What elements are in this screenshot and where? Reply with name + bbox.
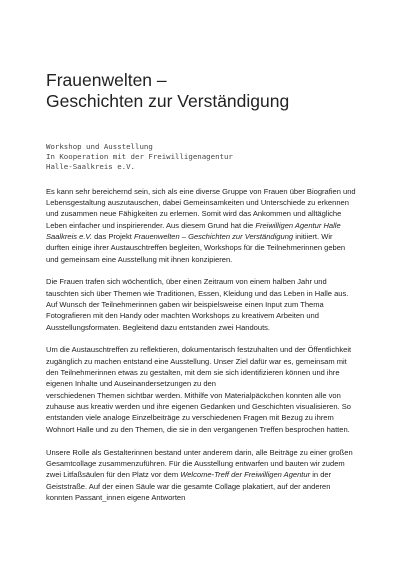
paragraph-1 [46,186,358,265]
text-run: Es kann sehr bereichernd sein, sich als eine diverse Gruppe von Frauen über Biografien und Lebensgestaltung auszutauschen, dabei Gemeinsamkeiten und Unterschiede zu erkennen und zusammen neue Fähigkeiten zu erlernen. Somit wird das Ankommen und alltägliche Leben einfacher und inspirierender. Aus diesem Grund hat die [46,186,356,230]
text-run: Unsere Rolle als Gestalterinnen bestand unter anderem darin, alle Beiträge zu einer großen Gesamtcollage zusammenzuführen. Für die Ausstellung entwarfen und bauten wir zudem zwei Litfaßsäulen für den Platz vor dem [46,447,353,480]
subtitle-line: Workshop und Ausstellung [46,142,153,151]
paragraph-2: Die Frauen trafen sich wöchentlich, über einen Zeitraum von einem halben Jahr und tauschten sich über Themen wie Traditionen, Essen, Kleidung und das Leben in Halle aus. Auf Wunsch der Teilnehmerinnen gaben wir beispielsweise einen Input zum Thema Fotografieren mit den Handy oder machten Workshops zu kreativem Arbeiten und Ausstellungsformaten. Begleitend dazu entstanden zwei Handouts. [46,277,349,332]
text-run: verschiedenen Themen sichtbar werden. Mithilfe von Materialpäckchen konnten alle von zuhause aus kreativ werden und ihre eigenen Gedanken und Geschichten visualisieren. So entstanden viele analoge Einzelbeiträge zu verschiedenen Fragen mit Bezug zu ihrem Wohnort Halle und zu den Themen, die sie in den vergangenen Treffen besprochen hatten. [46,390,352,434]
text-run: Um die Austauschtreffen zu reflektieren, dokumentarisch festzuhalten und der Öffentlichkeit zugänglich zu machen entstand eine Ausstellung. Unser Ziel dafür war es, gemeinsam mit den Teilnehmerinnen etwas zu gestalten, mit dem sie sich identifizieren können und ihre eigenen Inhalte und Auseinandersetzungen zu den [46,345,352,389]
italic-run: Welcome-Treff der Freiwilligen Agentur [180,470,311,480]
italic-run: Freiwilligen Agentur Halle Saalkreis e.V. [46,220,341,241]
italic-run: Frauenwelten – Geschichten zur Verständigung [133,231,294,241]
subtitle [46,142,358,173]
body-text [46,186,358,504]
text-run: initiiert. Wir durften einige ihrer Austauschtreffen begleiten, Workshops für die Teilnehmerinnen geben und gemeinsam eine Ausstellung mit ihnen konzipieren. [46,231,346,264]
paragraph-3 [46,344,358,435]
page-title [46,70,358,112]
title-line-1: Frauenwelten – [46,70,167,90]
title-line-2: Geschichten zur Verständigung [46,91,290,111]
text-run: das Projekt [92,231,134,241]
text-run: in der Geiststraße. Auf der einen Säule war die gesamte Collage plakatiert, auf der anderen konnten Passant_innen eigene Antworten [46,470,332,502]
subtitle-line: In Kooperation mit der Freiwilligenagentur [46,152,233,162]
subtitle-line: Halle-Saalkreis e.V. [46,162,135,172]
paragraph-4 [46,447,358,504]
